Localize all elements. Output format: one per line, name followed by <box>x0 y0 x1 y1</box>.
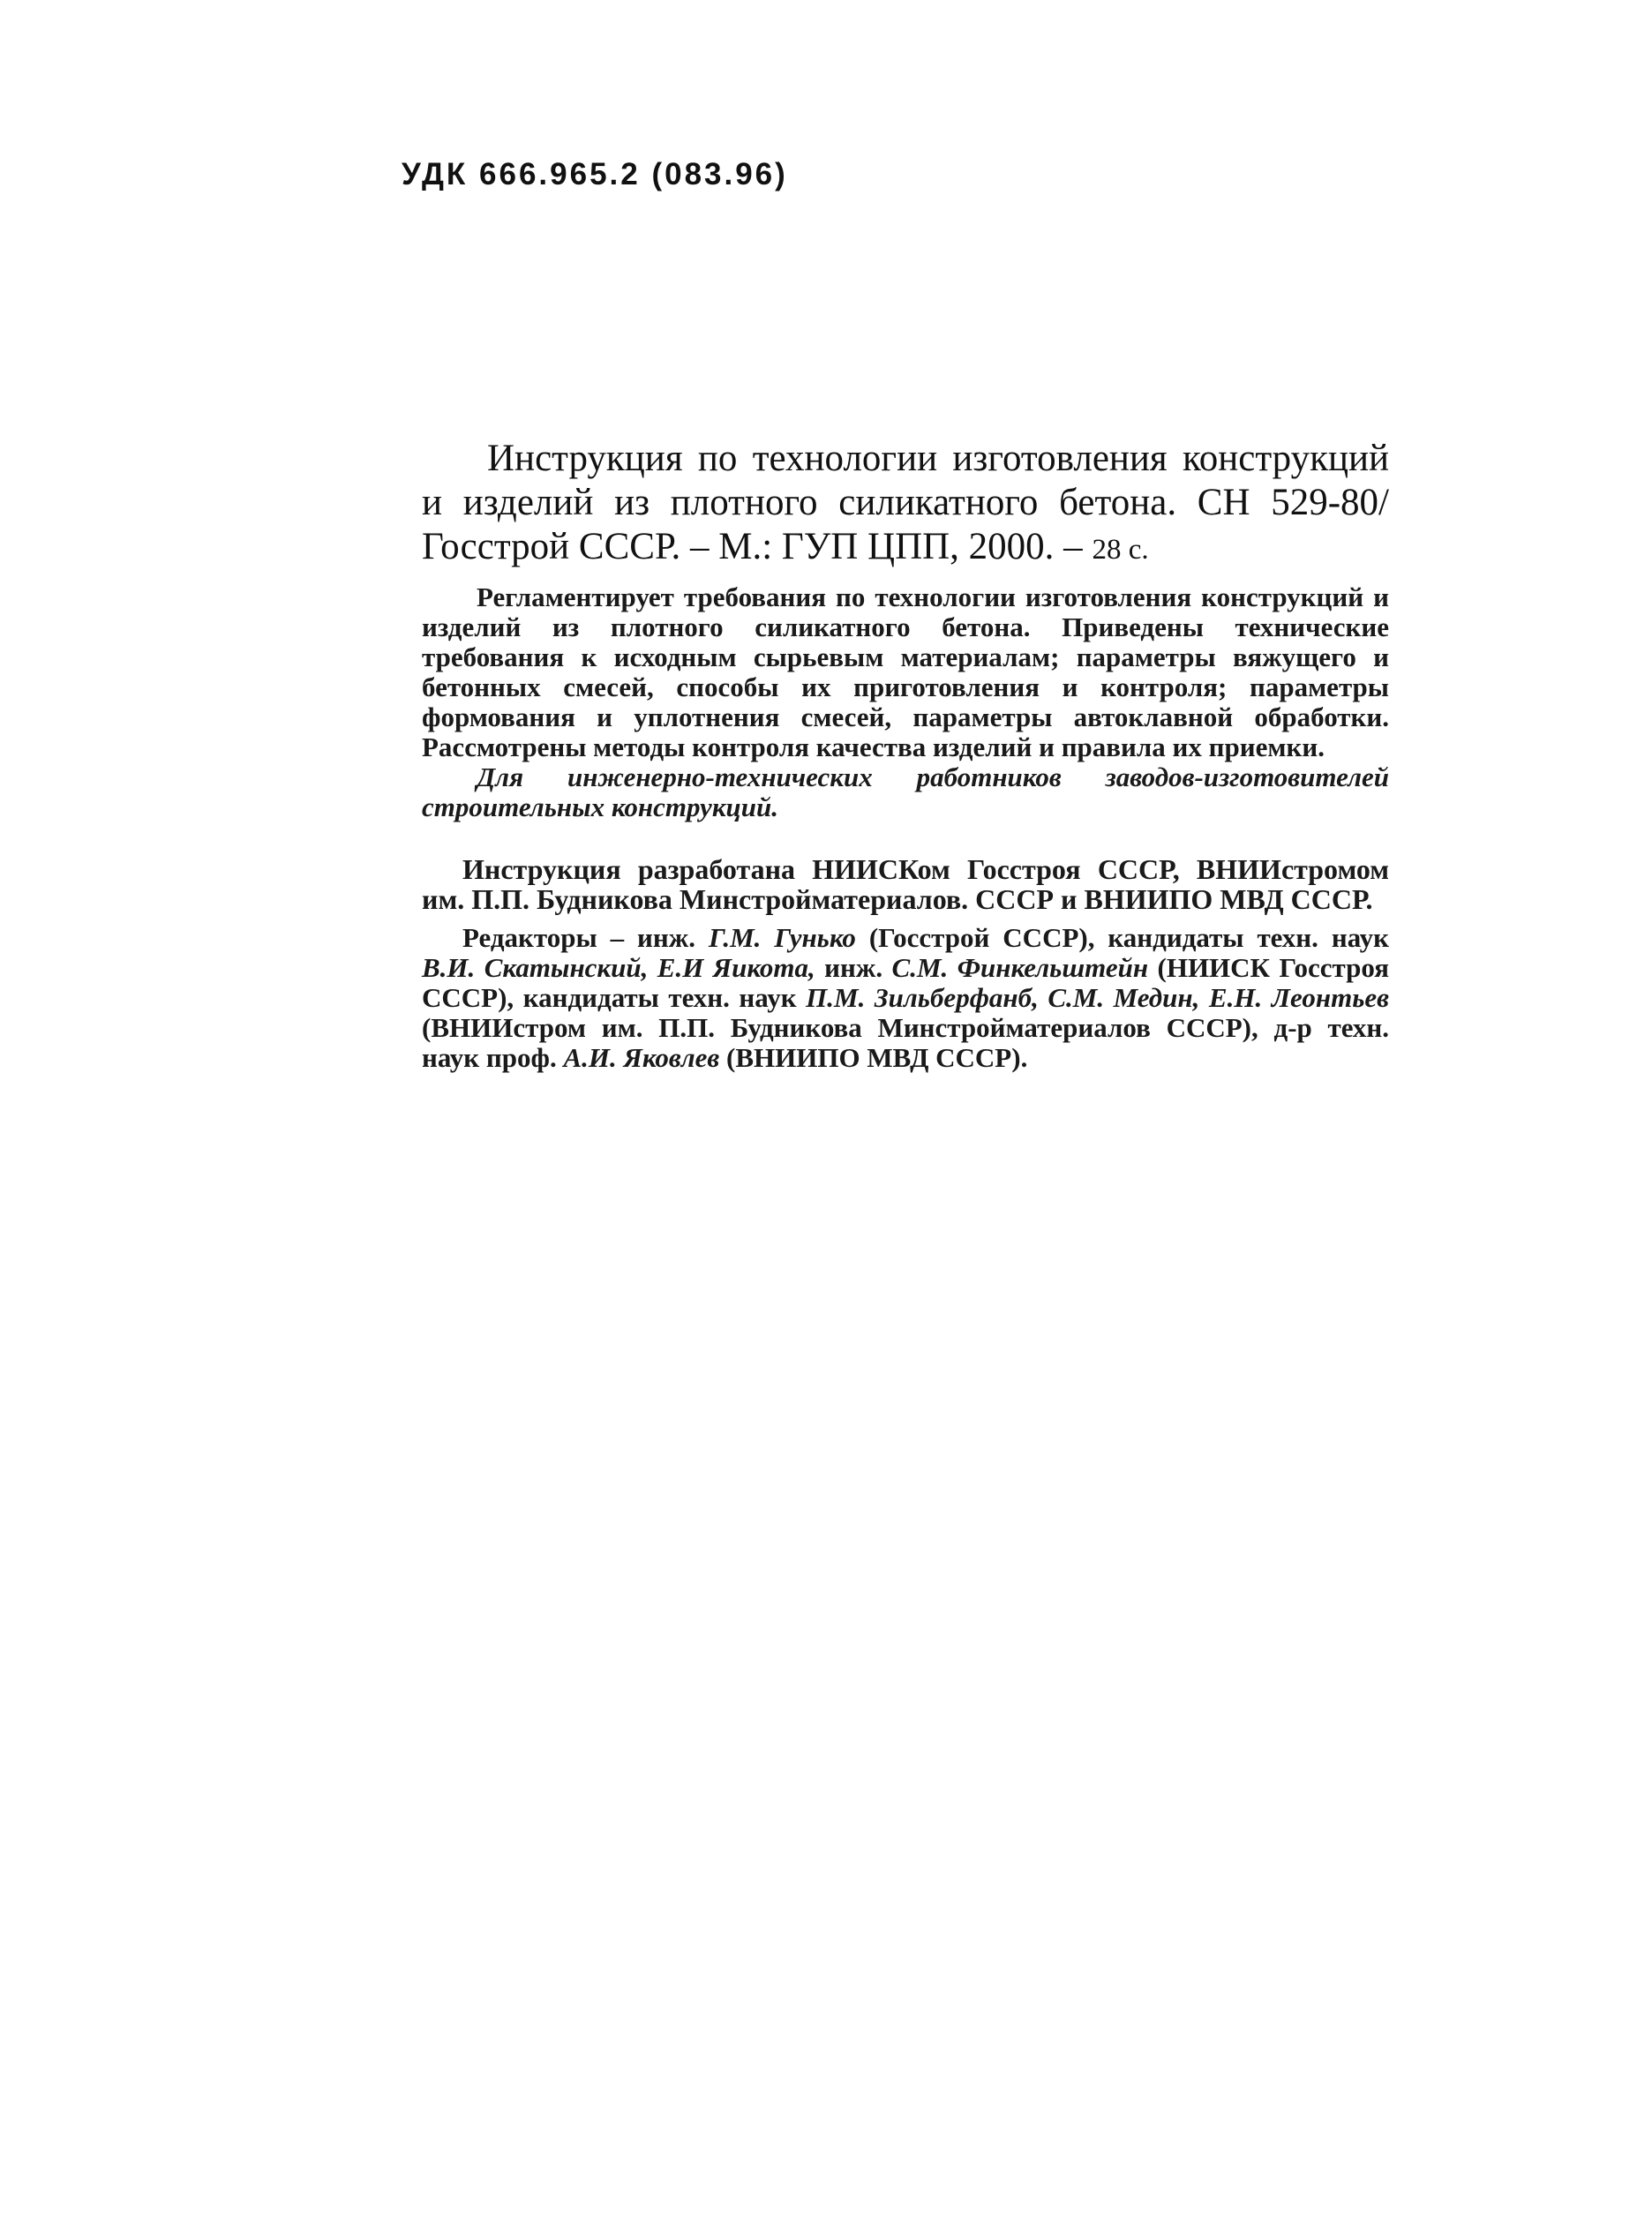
editors-org-4: (ВНИИПО МВД СССР). <box>719 1042 1028 1073</box>
title-text: Инструкция по технологии изготовления конструкций и изделий из плотного силикатного бетона. СН 529-80/Госстрой СССР. – М.: ГУП ЦПП, 2000. – <box>422 438 1389 567</box>
editor-name-finkelshtein: С.М. Финкельштейн <box>891 952 1149 983</box>
editor-name-yakovlev: А.И. Яковлев <box>563 1042 720 1073</box>
audience-paragraph: Для инженерно-технических работников заводов-изготовителей строительных конструкций. <box>422 762 1389 822</box>
editors-label: Редакторы <box>462 922 597 953</box>
bibliographic-block <box>422 437 1389 1073</box>
editors-paragraph <box>422 923 1389 1073</box>
editors-dash: – инж. <box>597 922 709 953</box>
editor-name-gunko: Г.М. Гунько <box>708 922 856 953</box>
editors-mid-1: инж. <box>815 952 892 983</box>
abstract-paragraph: Регламентирует требования по технологии изготовления конструкций и изделий из плотного силикатного бетона. Приведены технические требования к исходным сырьевым материалам; параметры вяжущего и бетонных смесей, способы их приготовления и контроля; параметры формования и уплотнения смесей, параметры автоклавной обработки. Рассмотрены методы контроля качества изделий и правила их приемки. <box>422 582 1389 762</box>
editor-names-group-2: П.М. Зильберфанб, С.М. Медин, Е.Н. Леонтьев <box>806 982 1389 1013</box>
udc-code: УДК 666.965.2 (083.96) <box>402 157 788 191</box>
editors-org-1: (Госстрой СССР), кандидаты техн. наук <box>855 922 1389 953</box>
editor-names-group-1: В.И. Скатынский, Е.И Яикота, <box>422 952 815 983</box>
editors-org-2: (НИИСК Госстроя СССР), кандидаты техн. наук <box>422 952 1390 1013</box>
page-count: 28 с. <box>1092 534 1149 566</box>
editors-org-3: (ВНИИстром им. П.П. Будникова Минстройматериалов СССР), д-р техн. наук проф. <box>422 1012 1389 1073</box>
bibliographic-title <box>422 437 1389 572</box>
developers-paragraph: Инструкция разработана НИИСКом Госстроя СССР, ВНИИстромом им. П.П. Будникова Минстройматериалов. СССР и ВНИИПО МВД СССР. <box>422 853 1389 915</box>
